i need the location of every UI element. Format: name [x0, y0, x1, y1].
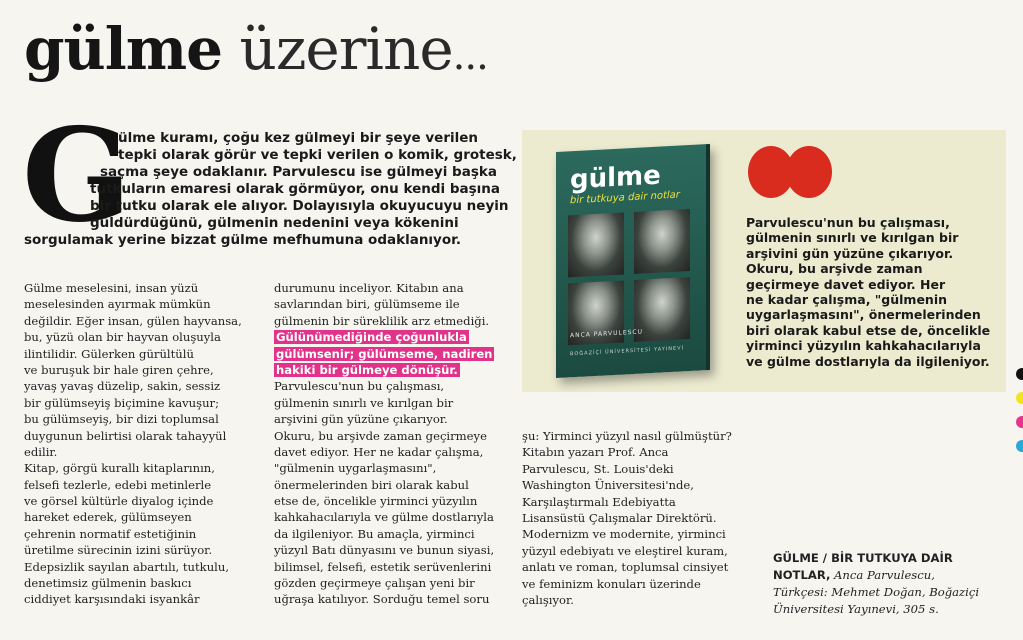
quote-line: ne kadar çalışma, "gülmenin: [746, 291, 948, 307]
text-line: gülmenin sınırlı ve kırılgan bir: [274, 395, 454, 410]
text-line: durumunu inceliyor. Kitabın ana: [274, 281, 464, 295]
text-line: gözden geçirmeye çalışan yeni bir: [274, 576, 475, 591]
text-line: şu: Yirminci yüzyıl nasıl gülmüştür?: [522, 429, 732, 443]
text-line: ilintilidir. Gülerken gürültülü: [24, 346, 194, 361]
text-line: felsefi tezlerle, edebi metinlerle: [24, 477, 212, 492]
lead-line-7: sorgulamak yerine bizzat gülme mefhumuna odaklanıyor.: [24, 232, 461, 248]
text-line: üretilme sürecinin izini sürüyor.: [24, 543, 213, 558]
text-line: ve görsel kültürle diyalog içinde: [24, 494, 214, 509]
highlight-line: Gülünümediğinde çoğunlukla: [276, 330, 467, 345]
text-line: gülmenin bir süreklilik arz etmediği.: [274, 313, 490, 328]
text-line: yüzyıl Batı dünyasını ve bunun siyasi,: [274, 543, 495, 558]
portrait-image: [634, 209, 690, 274]
text-line: Kitap, görgü kurallı kitaplarının,: [24, 461, 215, 476]
book-subtitle: bir tutkuya dair notlar: [570, 189, 680, 207]
text-line: ve feminizm konuları üzerinde: [522, 576, 701, 591]
text-line: anlatı ve roman, toplumsal cinsiyet: [522, 560, 729, 575]
text-line: da ilgileniyor. Bu amaçla, yirminci: [274, 526, 475, 541]
quote-line: Okuru, bu arşivde zaman: [746, 261, 923, 277]
credits-title-end: NOTLAR,: [773, 568, 831, 582]
text-line: bu gülümseyiş, bir dizi toplumsal: [24, 412, 219, 427]
portrait-image: [568, 212, 624, 277]
quote-line: uygarlaşmasını", önermelerinden: [746, 307, 981, 323]
body-column-2: [274, 280, 494, 608]
book-cover: [556, 144, 710, 378]
title-light: üzerine: [222, 15, 453, 83]
text-line: Lisansüstü Çalışmalar Direktörü.: [522, 510, 717, 525]
text-line: Parvulescu, St. Louis'deki: [522, 461, 674, 476]
text-line: Modernizm ve modernite, yirminci: [522, 527, 726, 542]
pull-quote: [746, 215, 990, 369]
text-line: Kitabın yazarı Prof. Anca: [522, 445, 669, 460]
lead-line-4: tutkuların emaresi olarak görmüyor, onu kendi başına: [90, 181, 500, 197]
body-column-3: [522, 428, 732, 608]
body-column-1: [24, 280, 242, 608]
text-line: çehrenin normatif estetiğinin: [24, 526, 197, 541]
quote-line: ve gülme dostlarıyla da ilgileniyor.: [746, 353, 990, 369]
quote-line: biri olarak kabul etse de, öncelikle: [746, 322, 991, 338]
quote-line: arşivini gün yüzüne çıkarıyor.: [746, 245, 954, 261]
registration-dot: [1016, 368, 1023, 380]
credits-translator: Türkçesi: Mehmet Doğan, Boğaziçi: [773, 585, 980, 599]
drop-cap: G: [22, 101, 132, 251]
text-line: bir gülümseyiş biçimine kavuşur;: [24, 395, 219, 410]
text-line: önermelerinden biri olarak kabul: [274, 477, 469, 492]
registration-dot: [1016, 392, 1023, 404]
text-line: Edepsizlik sayılan abartılı, tutkulu,: [24, 559, 230, 574]
credits-title: GÜLME / BİR TUTKUYA DAİR: [773, 551, 953, 565]
book-author: ANCA PARVULESCU: [570, 328, 643, 340]
text-line: duygunun belirtisi olarak tahayyül: [24, 428, 227, 443]
text-line: değildir. Eğer insan, gülen hayvansa,: [24, 313, 242, 328]
text-line: denetimsiz gülmenin baskıcı: [24, 576, 192, 591]
text-line: meselesinden ayırmak mümkün: [24, 297, 211, 312]
text-line: bu, yüzü olan bir hayvan oluşuyla: [24, 330, 221, 345]
credits-author: Anca Parvulescu,: [830, 568, 935, 582]
registration-dot: [1016, 440, 1023, 452]
book-credits: [773, 550, 979, 618]
highlight-line: hakiki bir gülmeye dönüşür.: [276, 362, 458, 377]
text-line: yavaş yavaş düzelip, sakin, sessiz: [24, 379, 221, 394]
text-line: Karşılaştırmalı Edebiyatta: [522, 494, 676, 509]
text-line: davet ediyor. Her ne kadar çalışma,: [274, 444, 484, 459]
highlight-line: gülümsenir; gülümseme, nadiren: [276, 346, 493, 361]
quote-mark-icon: [786, 146, 832, 198]
lead-line-3: saçma şeye odaklanır. Parvulescu ise gülmeyi başka: [100, 164, 497, 180]
text-line: ve buruşuk bir hale giren çehre,: [24, 362, 214, 377]
quote-line: yirminci yüzyılın kahkahacılarıyla: [746, 338, 981, 354]
text-line: arşivini gün yüzüne çıkarıyor.: [274, 412, 448, 427]
text-line: etse de, öncelikle yirminci yüzyılın: [274, 494, 478, 509]
article-title: [24, 14, 488, 91]
title-bold: gülme: [24, 15, 223, 83]
quote-line: Parvulescu'nun bu çalışması,: [746, 215, 950, 230]
book-title: gülme: [570, 160, 661, 196]
lead-line-5: bir tutku olarak ele alıyor. Dolayısıyla okuyucuyu neyin: [90, 198, 509, 214]
text-line: Parvulescu'nun bu çalışması,: [274, 379, 445, 394]
lead-line-2: tepki olarak görür ve tepki verilen o komik, grotesk,: [118, 147, 517, 163]
lead-line-6: güldürdüğünü, gülmenin nedenini veya kökenini: [90, 215, 459, 231]
quote-line: gülmenin sınırlı ve kırılgan bir: [746, 230, 959, 246]
text-line: Gülme meselesini, insan yüzü: [24, 281, 199, 295]
text-line: edilir.: [24, 444, 58, 459]
text-line: bilimsel, felsefi, estetik serüvenlerini: [274, 559, 492, 574]
registration-dot: [1016, 416, 1023, 428]
quote-line: geçirmeye davet ediyor. Her: [746, 276, 946, 292]
text-line: yüzyıl edebiyatı ve eleştirel kuram,: [522, 543, 728, 558]
text-line: savlarından biri, gülümseme ile: [274, 297, 460, 312]
book-publisher: BOĞAZİÇİ ÜNİVERSİTESİ YAYINEVİ: [570, 345, 685, 358]
text-line: uğraşa katılıyor. Sorduğu temel soru: [274, 592, 490, 607]
text-line: "gülmenin uygarlaşmasını",: [274, 461, 437, 476]
title-dots: ...: [452, 33, 488, 79]
text-line: kahkahacılarıyla ve gülme dostlarıyla: [274, 510, 494, 525]
lead-line-1: ülme kuramı, çoğu kez gülmeyi bir şeye verilen: [118, 130, 479, 146]
text-line: Okuru, bu arşivde zaman geçirmeye: [274, 428, 487, 443]
credits-publisher: Üniversitesi Yayınevi, 305 s.: [773, 602, 939, 616]
text-line: çalışıyor.: [522, 592, 574, 607]
text-line: hareket ederek, gülümseyen: [24, 510, 192, 525]
text-line: Washington Üniversitesi'nde,: [522, 478, 694, 493]
text-line: ciddiyet karşısındaki isyankâr: [24, 592, 200, 607]
